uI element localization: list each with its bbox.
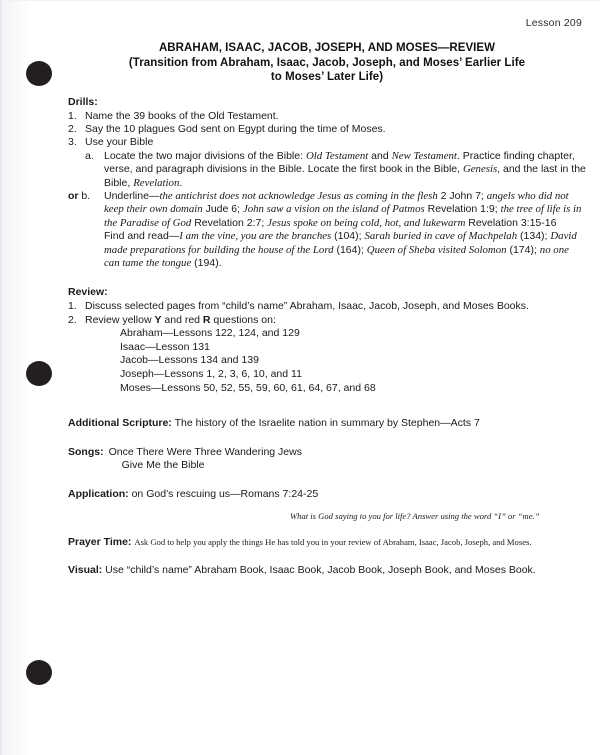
drills-item-3a-text xyxy=(104,150,586,190)
songs-row xyxy=(68,446,586,473)
drills-item-2-text: Say the 10 plagues God sent on Egypt during the time of Moses. xyxy=(85,122,386,135)
drills-item-1-text: Name the 39 books of the Old Testament. xyxy=(85,109,279,122)
review-2-part-1: Review yellow xyxy=(85,313,155,326)
review-heading: Review: xyxy=(68,286,108,299)
page-title-line-1: ABRAHAM, ISAAC, JACOB, JOSEPH, AND MOSES—REVIEW xyxy=(158,42,496,54)
drills-item-3b-marker xyxy=(68,190,104,230)
underline-ref-1-cite: 2 John 7; xyxy=(437,189,487,202)
drills-3a-italic-new-testament: New Testament xyxy=(391,149,457,162)
song-item-1: Once There Were Three Wandering Jews xyxy=(108,445,302,458)
visual-row xyxy=(68,564,586,577)
drills-item-1-marker: 1. xyxy=(68,109,77,122)
find-ref-1-cite: (104); xyxy=(331,230,365,243)
review-yellow-y-marker: Y xyxy=(154,313,162,326)
underline-ref-2-cite: Jude 6; xyxy=(202,203,243,216)
section-review xyxy=(68,286,586,395)
drills-3a-italic-old-testament: Old Testament xyxy=(305,149,369,162)
application-value: on God’s rescuing us—Romans 7:24-25 xyxy=(131,488,319,501)
drills-3b-letter: b. xyxy=(81,189,91,202)
additional-scripture-label: Additional Scripture: xyxy=(68,417,172,430)
review-red-r-marker: R xyxy=(202,313,211,326)
review-item-2 xyxy=(68,314,586,327)
review-lesson-line-joseph: Joseph—Lessons 1, 2, 3, 6, 10, and 11 xyxy=(120,367,302,380)
drills-3b-or-label: or xyxy=(68,189,79,202)
section-drills xyxy=(68,96,586,271)
prayer-time-row xyxy=(68,536,586,549)
prayer-time-value: Ask God to help you apply the things He has told you in your review of Abraham, Isaac, Jacob, Joseph, and Moses. xyxy=(134,536,532,547)
application-note: What is God saying to you for life? Answer using the word “I” or “me.” xyxy=(290,510,540,521)
drills-3a-italic-revelation: Revelation xyxy=(133,176,180,189)
binder-hole-middle xyxy=(26,361,52,386)
songs-label: Songs: xyxy=(68,445,104,458)
review-lesson-line-jacob: Jacob—Lessons 134 and 139 xyxy=(120,354,259,367)
review-lesson-line-abraham: Abraham—Lessons 122, 124, and 129 xyxy=(120,327,300,340)
review-lesson-list xyxy=(120,327,586,395)
drills-3a-part-4: , and the last in the Bible, xyxy=(104,163,586,189)
find-ref-4-italic: Queen of Sheba visited Solomon xyxy=(366,243,507,256)
find-ref-5-italic: no one can tame the tongue xyxy=(104,243,569,269)
find-ref-3-cite: (164); xyxy=(333,243,367,256)
underline-ref-5-cite: Revelation 3:15-16 xyxy=(465,216,557,229)
drills-item-2-marker: 2. xyxy=(68,122,77,135)
find-ref-2-cite: (134); xyxy=(517,230,551,243)
drills-heading: Drills: xyxy=(68,95,98,108)
lesson-number: Lesson 209 xyxy=(525,17,582,29)
song-item-2: Give Me the Bible xyxy=(121,458,205,471)
drills-item-3b xyxy=(68,190,586,230)
review-item-1-text: Discuss selected pages from “child’s name” Abraham, Isaac, Jacob, Joseph, and Moses Books. xyxy=(85,300,529,313)
underline-ref-2-italic: angels who did not keep their own domain xyxy=(104,189,569,216)
drills-item-3a-marker: a. xyxy=(85,149,94,162)
songs-values xyxy=(109,446,302,473)
drills-3a-part-2: and xyxy=(368,149,392,162)
underline-ref-3-cite: Revelation 1:9; xyxy=(424,203,501,216)
find-ref-3-italic: David made preparations for building the house of the Lord xyxy=(104,230,577,256)
find-and-read-label: Find and read— xyxy=(104,230,180,243)
page-title-line-2: (Transition from Abraham, Isaac, Jacob, Joseph, and Moses’ Earlier Life xyxy=(128,56,526,69)
drills-item-3 xyxy=(68,136,586,149)
review-item-2-text xyxy=(85,314,586,327)
page-content xyxy=(68,41,586,577)
binder-hole-bottom xyxy=(26,660,52,685)
find-ref-4-cite: (174); xyxy=(506,243,540,256)
review-item-1-marker: 1. xyxy=(68,300,77,313)
underline-ref-5-italic: Jesus spoke on being cold, hot, and lukewarm xyxy=(267,216,466,229)
application-row xyxy=(68,488,586,501)
drills-item-3b-text xyxy=(104,190,586,230)
drills-item-1 xyxy=(68,110,586,123)
drills-find-and-read xyxy=(104,230,586,270)
underline-ref-3-italic: John saw a vision on the island of Patmos xyxy=(242,203,425,216)
page-title xyxy=(68,41,586,85)
prayer-time-label: Prayer Time: xyxy=(68,535,132,548)
additional-scripture-value: The history of the Israelite nation in summary by Stephen—Acts 7 xyxy=(174,417,480,430)
find-ref-1-italic: I am the vine, you are the branches xyxy=(179,230,332,243)
drills-item-3-text: Use your Bible xyxy=(85,136,154,149)
visual-value: Use “child’s name” Abraham Book, Isaac Book, Jacob Book, Joseph Book, and Moses Book. xyxy=(105,563,536,576)
review-item-1 xyxy=(68,300,586,313)
review-item-2-marker: 2. xyxy=(68,313,77,326)
drills-3a-italic-genesis: Genesis xyxy=(462,163,498,176)
review-lesson-line-moses: Moses—Lessons 50, 52, 55, 59, 60, 61, 64, 67, and 68 xyxy=(120,381,376,394)
page-title-line-3: to Moses’ Later Life) xyxy=(270,71,384,83)
underline-label: Underline— xyxy=(104,189,160,202)
drills-item-3a xyxy=(85,150,586,190)
drills-3a-part-5: . xyxy=(179,176,183,189)
find-ref-5-cite: (194). xyxy=(191,256,222,269)
additional-scripture-row xyxy=(68,417,586,430)
underline-ref-4-italic: the tree of life is in the Paradise of God xyxy=(104,203,582,229)
drills-item-2 xyxy=(68,123,586,136)
drills-3a-part-1: Locate the two major divisions of the Bible: xyxy=(104,149,306,162)
application-label: Application: xyxy=(68,488,129,501)
underline-ref-1-italic: the antichrist does not acknowledge Jesus as coming in the flesh xyxy=(159,189,438,202)
review-lesson-line-isaac: Isaac—Lesson 131 xyxy=(120,340,210,353)
underline-ref-4-cite: Revelation 2:7; xyxy=(191,216,268,229)
drills-item-3-marker: 3. xyxy=(68,136,77,149)
binder-hole-top xyxy=(26,61,52,86)
review-2-part-2: and red xyxy=(161,313,203,326)
review-2-part-3: questions on: xyxy=(210,313,276,326)
visual-label: Visual: xyxy=(68,563,103,576)
drills-3a-part-3: . Practice finding chapter, verse, and paragraph divisions in the Bible. Locate the first book in the Bible, xyxy=(104,149,575,176)
find-ref-2-italic: Sarah buried in cave of Machpelah xyxy=(364,230,518,243)
